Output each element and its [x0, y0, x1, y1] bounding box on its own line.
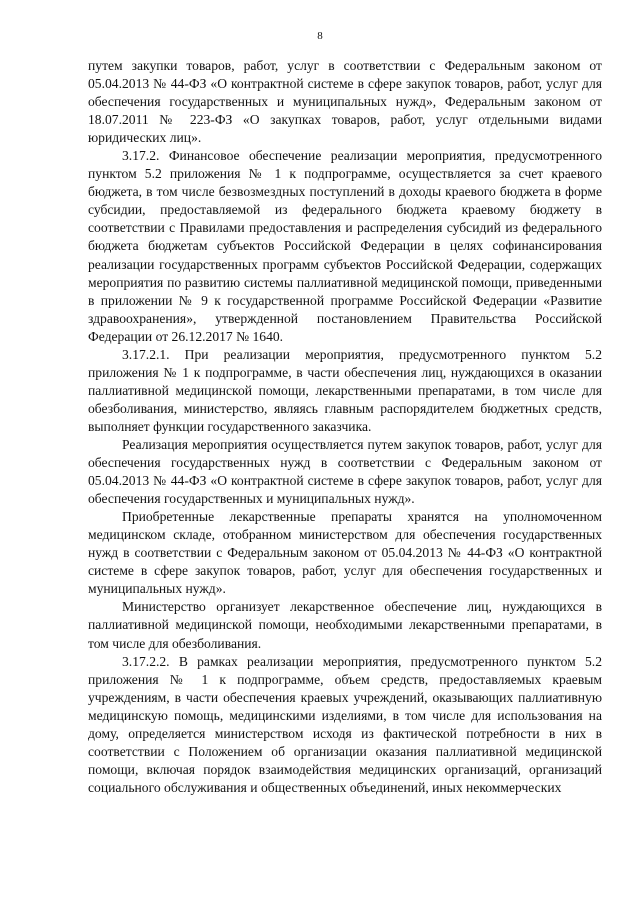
paragraph-3-17-2: 3.17.2. Финансовое обеспечение реализации мероприятия, предусмотренного пунктом 5.2 приложения № 1 к подпрограмме, осуществляется за счет краевого бюджета, в том числе безвозмездных поступлений в доходы краевого бюджета в форме субсидии, предоставляемой из федерального бюджета краевому бюджету в соответствии с Правилами предоставления и распределения субсидий из федерального бюджета бюджетам субъектов Российской Федерации в целях софинансирования реализации государственных программ субъектов Российской Федерации, содержащих мероприятия по развитию системы паллиативной медицинской помощи, приведенными в приложении № 9 к государственной программе Российской Федерации «Развитие здравоохранения», утвержденной постановлением Правительства Российской Федерации от 26.12.2017 № 1640.	[88, 148, 602, 344]
page-number: 8	[317, 30, 323, 42]
paragraph-continuation: путем закупки товаров, работ, услуг в соответствии с Федеральным законом от 05.04.2013 № 44-ФЗ «О контрактной системе в сфере закупок товаров, работ, услуг для обеспечения государственных и муниципальных нужд», Федеральным законом от 18.07.2011 № 223-ФЗ «О закупках товаров, работ, услуг отдельными видами юридических лиц».	[88, 58, 602, 146]
paragraph-3-17-2-2: 3.17.2.2. В рамках реализации мероприятия, предусмотренного пунктом 5.2 приложения № 1 к подпрограмме, объем средств, предоставляемых краевым учреждениям, в части обеспечения краевых учреждений, оказывающих паллиативную медицинскую помощь, медицинскими изделиями, в том числе для использования на дому, определяется министерством исходя из фактической потребности в них в соответствии с Положением об организации оказания паллиативной медицинской помощи, включая порядок взаимодействия медицинских организаций, организаций социального обслуживания и общественных объединений, иных некоммерческих	[88, 653, 602, 795]
paragraph-procurement: Реализация мероприятия осуществляется путем закупок товаров, работ, услуг для обеспечения государственных нужд в соответствии с Федеральным законом от 05.04.2013 № 44-ФЗ «О контрактной системе в сфере закупок товаров, работ, услуг для обеспечения государственных и муниципальных нужд».	[88, 436, 602, 507]
document-body	[88, 57, 602, 797]
paragraph-storage: Приобретенные лекарственные препараты хранятся на уполномоченном медицинском складе, отобранном министерством для обеспечения государственных нужд в соответствии с Федеральным законом от 05.04.2013 № 44-ФЗ «О контрактной системе в сфере закупок товаров, работ, услуг для обеспечения государственных и муниципальных нужд».	[88, 509, 602, 597]
paragraph-ministry-provision: Министерство организует лекарственное обеспечение лиц, нуждающихся в паллиативной медицинской помощи, необходимыми лекарственными препаратами, в том числе для обезболивания.	[88, 599, 602, 651]
paragraph-3-17-2-1: 3.17.2.1. При реализации мероприятия, предусмотренного пунктом 5.2 приложения № 1 к подпрограмме, в части обеспечения лиц, нуждающихся в оказании паллиативной медицинской помощи, лекарственными препаратами, в том числе для обезболивания, министерство, являясь главным распорядителем бюджетных средств, выполняет функции государственного заказчика.	[88, 346, 602, 434]
